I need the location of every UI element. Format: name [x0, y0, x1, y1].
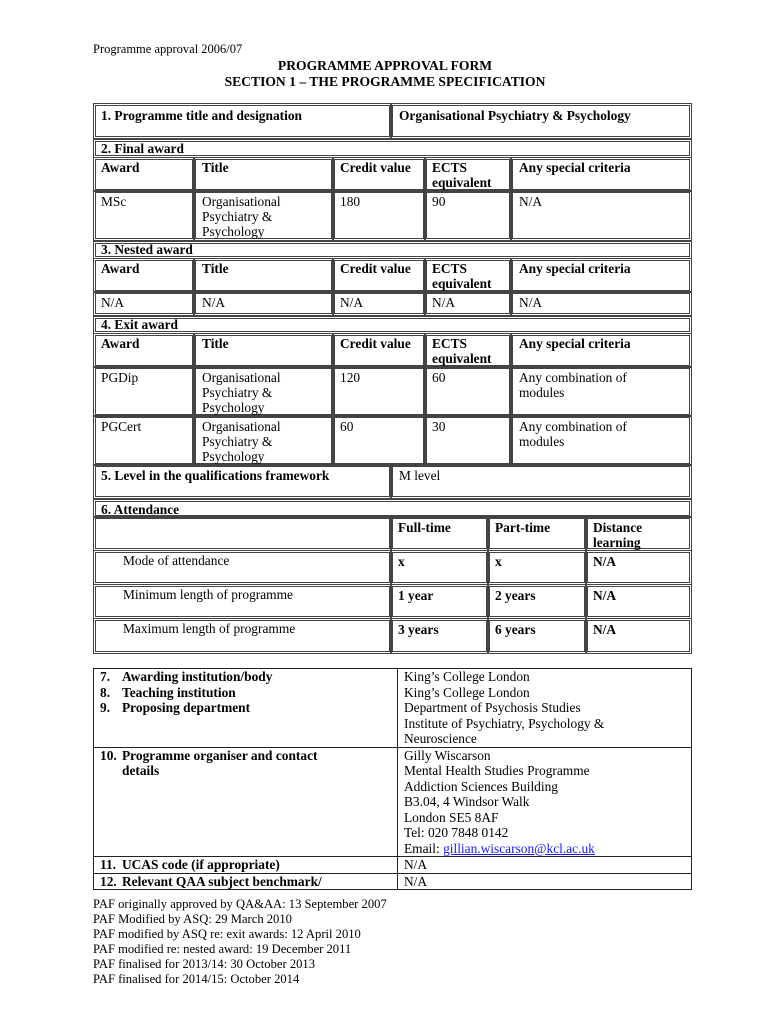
department-line-1: Department of Psychosis Studies [404, 700, 581, 715]
col-credit: Credit value [340, 261, 411, 276]
ucas-value: N/A [398, 857, 692, 874]
exit-award-type: PGDip [101, 370, 139, 385]
form-title: PROGRAMME APPROVAL FORM [277, 58, 493, 73]
num: 10. [100, 747, 117, 763]
cell [487, 550, 587, 585]
note-line: PAF Modified by ASQ: 29 March 2010 [93, 912, 292, 926]
section-title: SECTION 1 – THE PROGRAMME SPECIFICATION [224, 74, 546, 89]
cell [94, 669, 398, 748]
ucas-label: UCAS code (if appropriate) [122, 857, 280, 872]
col-credit: Credit value [340, 160, 411, 175]
col-ects: ECTS [432, 261, 467, 276]
exit-award-title-3: Psychology [202, 449, 265, 464]
col-title: Title [202, 336, 229, 351]
attendance-dist: N/A [593, 554, 617, 569]
nested-award-type: N/A [101, 295, 125, 310]
organiser-email-link[interactable]: gillian.wiscarson@kcl.ac.uk [443, 840, 595, 856]
exit-award-ects: 30 [432, 419, 446, 434]
note-line: PAF originally approved by QA&AA: 13 September 2007 [93, 897, 387, 911]
num: 7. [100, 669, 111, 684]
exit-award-heading: 4. Exit award [101, 317, 178, 332]
exit-award-title-2: Psychiatry & [202, 385, 273, 400]
col-award: Award [101, 336, 140, 351]
cell [94, 873, 398, 890]
col-credit: Credit value [340, 336, 411, 351]
final-award-title-2: Psychiatry & [202, 209, 273, 224]
email-label: Email: [404, 840, 444, 856]
exit-award-credit: 120 [340, 370, 361, 385]
programme-title-label: 1. Programme title and designation [101, 108, 302, 123]
level-label: 5. Level in the qualifications framework [101, 468, 330, 483]
col-distance-learning: learning [593, 535, 641, 550]
running-head: Programme approval 2006/07 [93, 42, 243, 56]
nested-award-heading: 3. Nested award [101, 242, 193, 257]
col-ects-equiv: equivalent [432, 175, 492, 190]
programme-title-value: Organisational Psychiatry & Psychology [399, 108, 631, 123]
note-line: PAF finalised for 2013/14: 30 October 2013 [93, 957, 316, 971]
col-ects: ECTS [432, 160, 467, 175]
organiser-address-3: B3.04, 4 Windsor Walk [404, 794, 530, 809]
organiser-label-2: details [122, 763, 160, 778]
nested-award-title: N/A [202, 295, 226, 310]
department-line-2: Institute of Psychiatry, Psychology & [404, 715, 605, 731]
exit-award-special-1: Any combination of [519, 419, 627, 434]
exit-award-heading-cell [93, 316, 692, 334]
organiser-address-2: Addiction Sciences Building [404, 778, 558, 794]
cell [398, 747, 692, 857]
organiser-tel: Tel: 020 7848 0142 [404, 825, 509, 840]
col-full-time: Full-time [398, 520, 451, 535]
cell [93, 516, 392, 551]
exit-award-title-1: Organisational [202, 370, 281, 385]
final-award-title-3: Psychology [202, 224, 265, 239]
exit-award-ects: 60 [432, 370, 446, 385]
exit-award-type: PGCert [101, 419, 142, 434]
teaching-institution-label: Teaching institution [122, 684, 236, 700]
attendance-dist: N/A [593, 622, 617, 637]
table-row [94, 873, 692, 890]
table-row [94, 669, 692, 748]
nested-award-special: N/A [519, 295, 543, 310]
num: 12. [100, 873, 117, 889]
qaa-label: Relevant QAA subject benchmark/ [122, 873, 322, 889]
exit-award-title-2: Psychiatry & [202, 434, 273, 449]
note-line: PAF modified by ASQ re: exit awards: 12 April 2010 [93, 927, 361, 941]
col-ects: ECTS [432, 336, 467, 351]
exit-award-credit: 60 [340, 419, 354, 434]
final-award-type: MSc [101, 194, 127, 209]
cell [94, 857, 398, 874]
num: 9. [100, 700, 111, 715]
table-row [94, 857, 692, 874]
col-special: Any special criteria [519, 261, 631, 276]
organiser-name: Gilly Wiscarson [404, 747, 491, 763]
col-award: Award [101, 261, 140, 276]
proposing-department-label: Proposing department [122, 700, 251, 715]
col-award: Award [101, 160, 140, 175]
final-award-special: N/A [519, 194, 543, 209]
organiser-address-4: London SE5 8AF [404, 809, 499, 825]
col-special: Any special criteria [519, 160, 631, 175]
note-line: PAF finalised for 2014/15: October 2014 [93, 972, 300, 986]
cell [398, 669, 692, 748]
col-special: Any special criteria [519, 336, 631, 351]
institution-details-table [93, 668, 692, 890]
exit-award-special-1: Any combination of [519, 370, 627, 385]
col-part-time: Part-time [495, 520, 551, 535]
col-ects-equiv: equivalent [432, 351, 492, 366]
qaa-value: N/A [398, 873, 692, 890]
exit-award-title-3: Psychology [202, 400, 265, 415]
organiser-address-1: Mental Health Studies Programme [404, 763, 590, 778]
final-award-credit: 180 [340, 194, 361, 209]
attendance-part: x [495, 554, 502, 569]
attendance-full: 1 year [398, 588, 434, 603]
nested-award-ects: N/A [432, 295, 456, 310]
nested-award-credit: N/A [340, 295, 364, 310]
attendance-full: x [398, 554, 405, 569]
attendance-full: 3 years [398, 622, 439, 637]
cell [94, 747, 398, 857]
awarding-body-label: Awarding institution/body [122, 669, 273, 684]
teaching-institution-value: King’s College London [404, 684, 530, 700]
num: 11. [100, 857, 116, 872]
exit-award-special-2: modules [519, 434, 565, 449]
department-line-3: Neuroscience [404, 731, 477, 746]
final-award-ects: 90 [432, 194, 446, 209]
attendance-part: 2 years [495, 588, 536, 603]
exit-award-special-2: modules [519, 385, 565, 400]
col-distance: Distance [593, 520, 643, 535]
exit-award-title-1: Organisational [202, 419, 281, 434]
attendance-row-label: Minimum length of programme [123, 587, 293, 602]
col-title: Title [202, 261, 229, 276]
level-value: M level [399, 468, 441, 483]
num: 8. [100, 684, 111, 700]
final-award-title-1: Organisational [202, 194, 281, 209]
attendance-dist: N/A [593, 588, 617, 603]
col-ects-equiv: equivalent [432, 276, 492, 291]
table-row [94, 747, 692, 857]
awarding-body-value: King’s College London [404, 669, 530, 684]
final-award-heading: 2. Final award [101, 141, 184, 156]
note-line: PAF modified re: nested award: 19 December 2011 [93, 942, 352, 956]
attendance-part: 6 years [495, 622, 536, 637]
attendance-row-label: Mode of attendance [123, 553, 230, 568]
organiser-label: Programme organiser and contact [122, 747, 318, 763]
attendance-row-label: Maximum length of programme [123, 621, 296, 636]
col-title: Title [202, 160, 229, 175]
attendance-heading: 6. Attendance [101, 502, 180, 517]
approval-notes [93, 897, 387, 987]
